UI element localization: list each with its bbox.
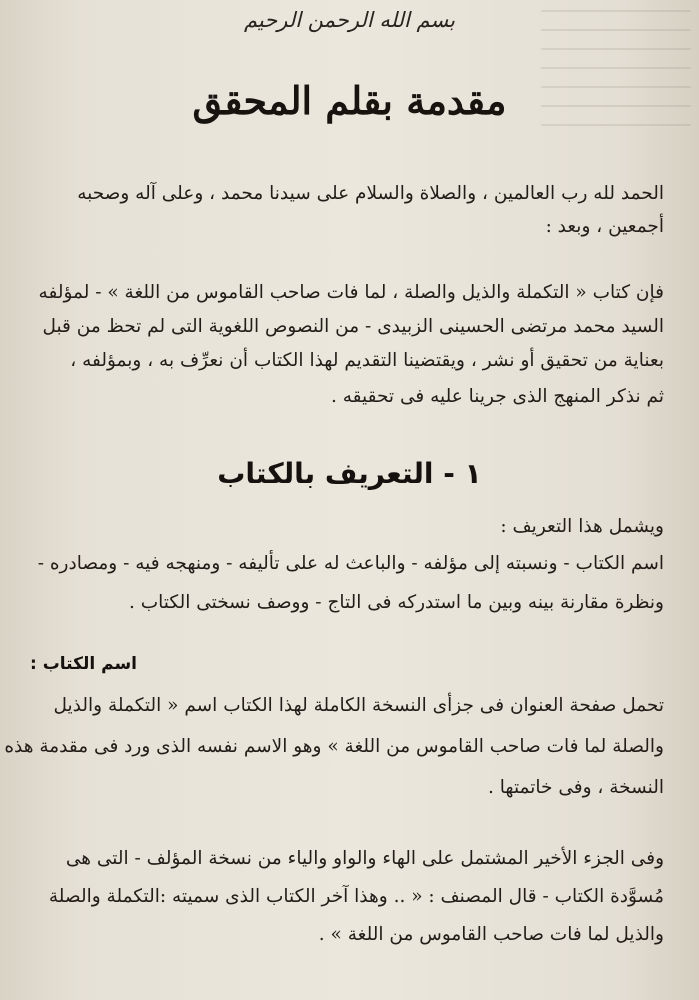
section-line-2: اسم الكتاب - ونسبته إلى مؤلفه - والباعث له على تأليفه - ومنهجه فيه - ومصادره -	[37, 553, 664, 574]
opening-line-2: أجمعين ، وبعد :	[545, 216, 664, 237]
subsection-line-2: والصلة لما فات صاحب القاموس من اللغة » وهو الاسم نفسه الذى ورد فى مقدمة هذه	[4, 736, 664, 757]
opening-line-1: الحمد لله رب العالمين ، والصلاة والسلام على سيدنا محمد ، وعلى آله وصحبه	[77, 183, 664, 204]
page-title: مقدمة بقلم المحقق	[192, 78, 507, 123]
basmala: بسم الله الرحمن الرحيم	[243, 8, 456, 32]
subsection-line-5: مُسوَّدة الكتاب - قال المصنف : « .. وهذا آخر الكتاب الذى سميته :التكملة والصلة	[48, 886, 664, 907]
subsection-line-4: وفى الجزء الأخير المشتمل على الهاء والواو والياء من نسخة المؤلف - التى هى	[65, 848, 664, 869]
subsection-line-3: النسخة ، وفى خاتمتها .	[488, 777, 664, 798]
intro-line-1: فإن كتاب « التكملة والذيل والصلة ، لما فات صاحب القاموس من اللغة » - لمؤلفه	[38, 282, 664, 303]
section-line-3: ونظرة مقارنة بينه وبين ما استدركه فى التاج - ووصف نسختى الكتاب .	[128, 592, 664, 613]
subsection-heading: اسم الكتاب :	[30, 654, 138, 674]
intro-line-4: ثم نذكر المنهج الذى جرينا عليه فى تحقيقه .	[331, 386, 664, 407]
subsection-line-6: والذيل لما فات صاحب القاموس من اللغة » .	[318, 924, 664, 945]
section-heading: ١ - التعريف بالكتاب	[217, 457, 482, 490]
subsection-line-1: تحمل صفحة العنوان فى جزأى النسخة الكاملة لهذا الكتاب اسم « التكملة والذيل	[53, 695, 664, 716]
section-line-1: ويشمل هذا التعريف :	[500, 516, 664, 537]
intro-line-2: السيد محمد مرتضى الحسينى الزبيدى - من النصوص اللغوية التى لم تحظ من قبل	[42, 316, 664, 337]
intro-line-3: بعناية من تحقيق أو نشر ، ويقتضينا التقديم لهذا الكتاب أن نعرِّف به ، وبمؤلفه ،	[70, 350, 664, 371]
